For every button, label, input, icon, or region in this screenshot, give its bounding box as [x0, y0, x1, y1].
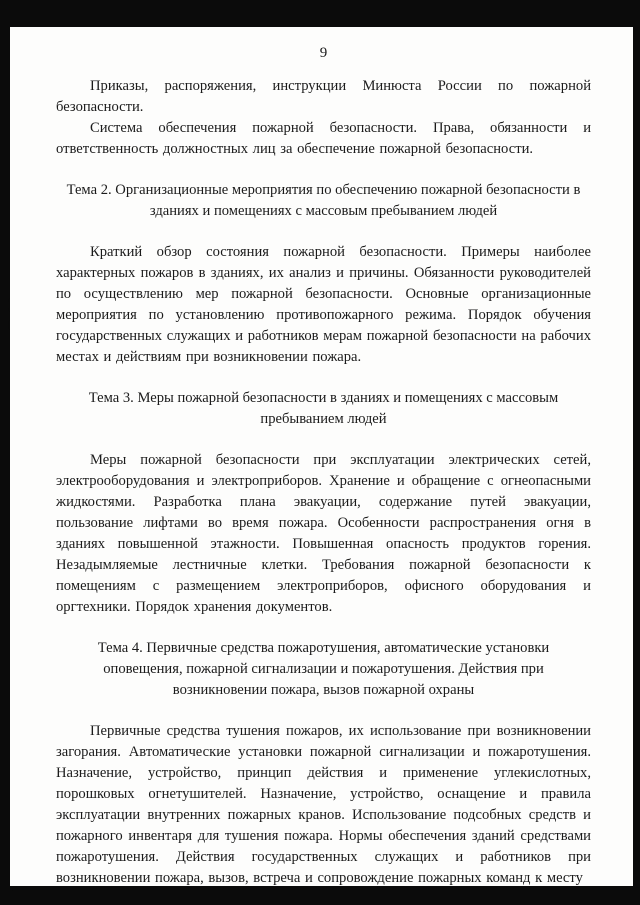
section-heading-tema-2: Тема 2. Организационные мероприятия по обеспечению пожарной безопасности в зданиях и помещениях с массовым пребыванием людей: [66, 182, 581, 219]
paragraph-tema-2-body: Краткий обзор состояния пожарной безопасности. Примеры наиболее характерных пожаров в зданиях, их анализ и причины. Обязанности руководителей по осуществлению мер пожарной безопасности. Основные организационные мероприятия по установлению противопожарного режима. Порядок обучения государственных служащих и работников мерам пожарной безопасности на рабочих местах и действиям при возникновении пожара.: [56, 244, 591, 365]
section-heading-tema-3: Тема 3. Меры пожарной безопасности в зданиях и помещениях с массовым пребыванием людей: [88, 390, 559, 427]
paragraph-tema-3-body: Меры пожарной безопасности при эксплуатации электрических сетей, электрооборудования и электроприборов. Хранение и обращение с огнеопасными жидкостями. Разработка плана эвакуации, содержание путей эвакуации, пользование лифтами во время пожара. Особенности распространения огня в зданиях повышенной этажности. Повышенная опасность продуктов горения. Незадымляемые лестничные клетки. Требования пожарной безопасности к помещениям с размещением электроприборов, офисного оборудования и оргтехники. Порядок хранения документов.: [56, 452, 591, 615]
section-heading-tema-4: Тема 4. Первичные средства пожаротушения, автоматические установки оповещения, пожарной сигнализации и пожаротушения. Действия при возникновении пожара, вызов пожарной охраны: [97, 640, 550, 698]
document-page: [10, 27, 633, 886]
paragraph-orders-instructions: Приказы, распоряжения, инструкции Минюста России по пожарной безопасности.: [56, 78, 591, 115]
paragraph-tema-4-body: Первичные средства тушения пожаров, их использование при возникновении загорания. Автоматические установки пожарной сигнализации и пожаротушения. Назначение, устройство, принцип действия и применение углекислотных, порошковых огнетушителей. Назначение, устройство, оснащение и правила эксплуатации внутренних пожарных кранов. Использование подсобных средств и пожарного инвентаря для тушения пожара. Нормы обеспечения зданий средствами пожаротушения. Действия государственных служащих и работников при возникновении пожара, вызов, встреча и сопровождение пожарных команд к месту: [56, 723, 591, 886]
page-number: 9: [319, 45, 328, 61]
paragraph-safety-system: Система обеспечения пожарной безопасности. Права, обязанности и ответственность должностных лиц за обеспечение пожарной безопасности.: [56, 120, 591, 157]
